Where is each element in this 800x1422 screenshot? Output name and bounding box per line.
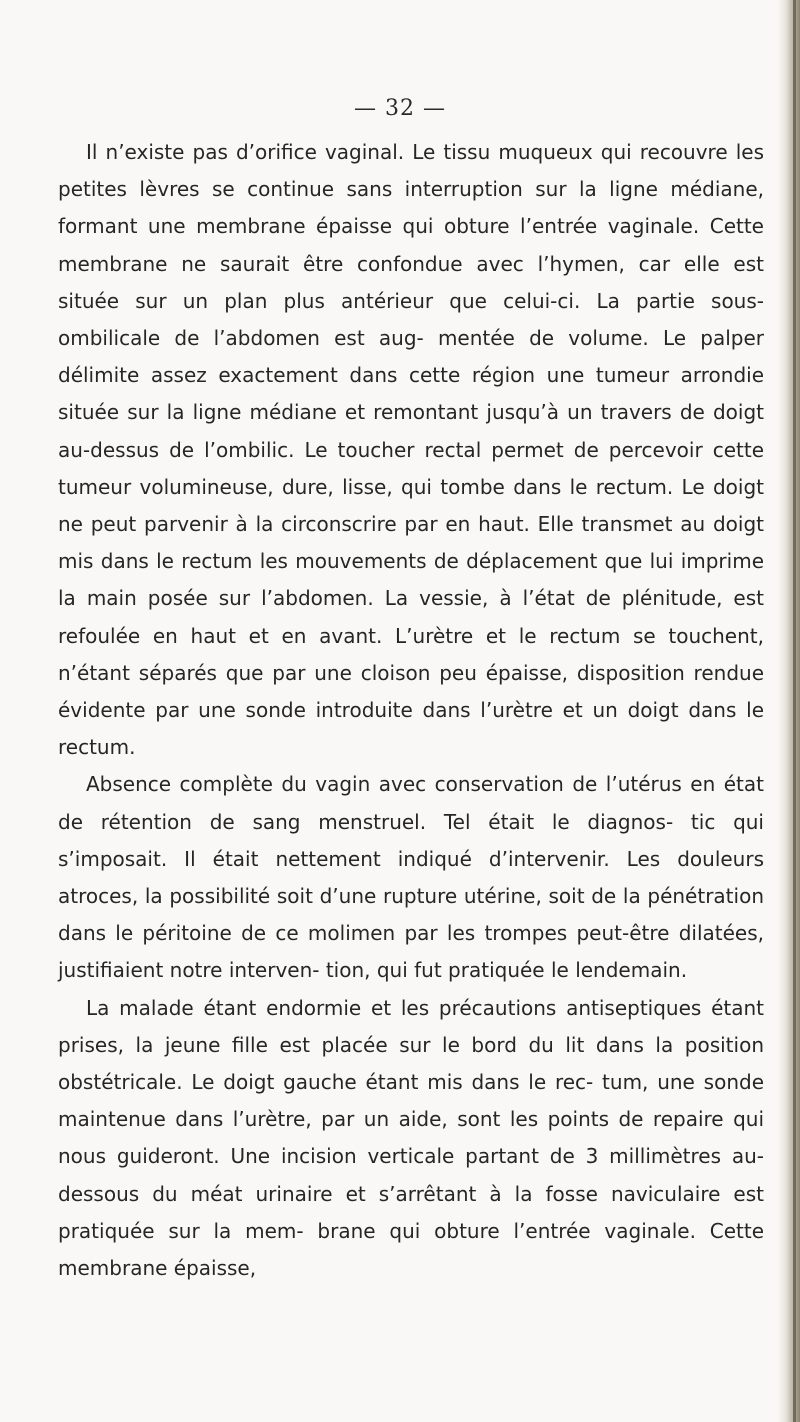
paragraph: Il n’existe pas d’orifice vaginal. Le tissu muqueux qui recouvre les petites lèvres se continue sans interruption sur la ligne médiane, formant une membrane épaisse qui obture l’entrée vaginale. Cette membrane ne saurait être confondue avec l’hymen, car elle est située sur un plan plus antérieur que celui-ci. La partie sous-ombilicale de l’abdomen est aug- mentée de volume. Le palper délimite assez exactement dans cette région une tumeur arrondie située sur la ligne médiane et remontant jusqu’à un travers de doigt au-dessus de l’ombilic. Le toucher rectal permet de percevoir cette tumeur volumineuse, dure, lisse, qui tombe dans le rectum. Le doigt ne peut parvenir à la circonscrire par en haut. Elle transmet au doigt mis dans le rectum les mouvements de déplacement que lui imprime la main posée sur l’abdomen. La vessie, à l’état de plénitude, est refoulée en haut et en avant. L’urètre et le rectum se touchent, n’étant séparés que par une cloison peu épaisse, disposition rendue évidente par une sonde introduite dans l’urètre et un doigt dans le rectum. [58,140,764,760]
body-text [58,134,764,1287]
paragraph: La malade étant endormie et les précautions antiseptiques étant prises, la jeune fille est placée sur le bord du lit dans la position obstétricale. Le doigt gauche étant mis dans le rec- tum, une sonde maintenue dans l’urètre, par un aide, sont les points de repaire qui nous guideront. Une incision verticale partant de 3 millimètres au-dessous du méat urinaire et s’arrêtant à la fosse naviculaire est pratiquée sur la mem- brane qui obture l’entrée vaginale. Cette membrane épaisse, [58,995,764,1281]
page-number: — 32 — [354,96,446,121]
page-edge-shadow [778,0,800,1422]
paragraph: Absence complète du vagin avec conservation de l’utérus en état de rétention de sang menstruel. Tel était le diagnos- tic qui s’imposait. Il était nettement indiqué d’intervenir. Les douleurs atroces, la possibilité soit d’une rupture utérine, soit de la pénétration dans le péritoine de ce molimen par les trompes peut-être dilatées, justifiaient notre interven- tion, qui fut pratiquée le lendemain. [58,772,764,983]
page-edge-line [793,0,796,1422]
